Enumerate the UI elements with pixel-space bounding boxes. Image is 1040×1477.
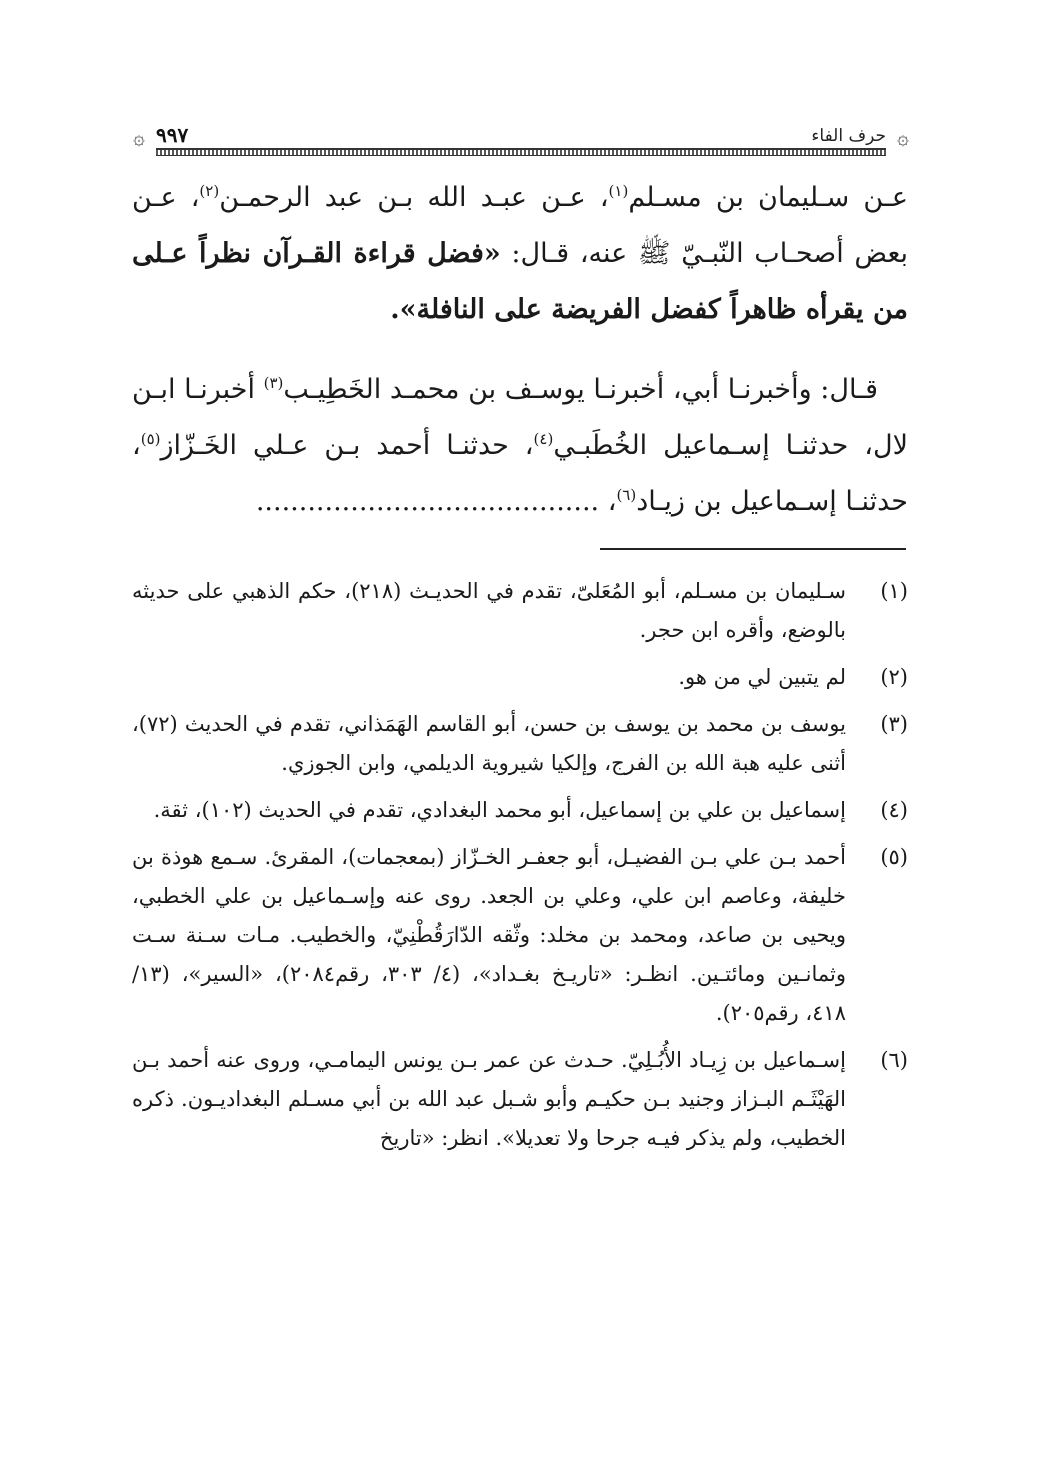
footnote-item bbox=[132, 1041, 908, 1158]
footnote-text: إسماعيل بن علي بن إسماعيل، أبو محمد البغدادي، تقدم في الحديث (١٠٢)، ثقة. bbox=[153, 798, 846, 822]
footnote-number: (٢) bbox=[880, 665, 908, 689]
footnote-item bbox=[132, 572, 908, 650]
text-run: ، حدثنـا أحمد بـن عـلي الخَـزّاز bbox=[160, 430, 534, 461]
text-run: قـال: وأخبرنـا أبي، أخبرنـا يوسـف بن محمـد الخَطِيـب bbox=[283, 374, 878, 405]
page-number: ٩٩٧ bbox=[156, 123, 189, 147]
hadith-text: «فضل قراءة القـرآن نظراً عـلى من يقرأه ظاهراً كفضل الفريضة على النافلة». bbox=[132, 238, 908, 325]
header-rule bbox=[156, 148, 886, 156]
footnote-ref[interactable]: (٦) bbox=[616, 486, 637, 504]
footnote-item bbox=[132, 791, 908, 830]
footnote-item bbox=[132, 658, 908, 697]
footnote-ref[interactable]: (٥) bbox=[140, 430, 161, 448]
footnote-ref[interactable]: (٤) bbox=[533, 430, 554, 448]
text-run: ، bbox=[599, 486, 617, 517]
isnad-paragraph bbox=[132, 362, 908, 530]
footnote-ref[interactable]: (٣) bbox=[263, 374, 284, 392]
footnote-number: (١) bbox=[880, 579, 908, 603]
ornament-right-icon: ۞ bbox=[897, 125, 909, 149]
footnote-number: (٦) bbox=[880, 1048, 908, 1072]
footnote-number: (٤) bbox=[880, 798, 908, 822]
ornament-left-icon: ۞ bbox=[133, 125, 145, 149]
text-run: أخبرنـا ابـن لال، حدثنـا إسـماعيل الخُطَبـي bbox=[132, 374, 908, 461]
footnote-text: أحمد بـن علي بـن الفضيـل، أبو جعفـر الخـزّاز (بمعجمات)، المقرئ. سـمع هوذة بن خليفة، وعاصم ابن علي، وعلي بن الجعد. روى عنه وإسـماعيل بن علي الخطبي، ويحيى بن صاعد، ومحمد بن مخلد: وثّقه الدّارَقُطْنِيّ، والخطيب. مـات سـنة سـت وثمانـين ومائتـين. انظـر: «تاريـخ بغـداد»، (٤/ ٣٠٣، رقم٢٠٨٤)، «السير»، (١٣/ ٤١٨، رقم٢٠٥). bbox=[132, 845, 846, 1025]
text-run: ، عـن بعض أصحـاب النّبـيّ ﷺ عنه، قـال: bbox=[132, 182, 908, 269]
chapter-title: حرف الفاء bbox=[811, 126, 886, 146]
footnote-ref[interactable]: (٢) bbox=[199, 182, 220, 200]
footnote-text: يوسف بن محمد بن يوسف بن حسن، أبو القاسم الهَمَذاني، تقدم في الحديث (٧٢)، أثنى عليه هبة الله بن الفرج، وإلكيا شيروية الديلمي، وابن الجوزي. bbox=[132, 712, 846, 775]
footnote-number: (٣) bbox=[880, 712, 908, 736]
footnote-text: سـليمان بن مسـلم، أبو المُعَلىّ، تقدم في الحديـث (٢١٨)، حكم الذهبي على حديثه بالوضع، وأقره ابن حجر. bbox=[132, 579, 847, 642]
text-run: ، عـن عبـد الله بـن عبد الرحمـن bbox=[219, 182, 609, 213]
footnote-ref[interactable]: (١) bbox=[608, 182, 629, 200]
page-header bbox=[126, 118, 916, 158]
footnote-item bbox=[132, 838, 908, 1033]
footnote-separator bbox=[600, 548, 906, 550]
footnotes bbox=[132, 572, 908, 1166]
footnote-number: (٥) bbox=[880, 845, 908, 869]
hadith-paragraph bbox=[132, 170, 908, 338]
continuation-dots: ........................................ bbox=[255, 486, 600, 517]
footnote-item bbox=[132, 705, 908, 783]
footnote-text: لم يتبين لي من هو. bbox=[678, 665, 846, 689]
main-text bbox=[132, 170, 908, 530]
footnote-text: إسـماعيل بن زِيـاد الأُبُـلِيّ. حـدث عن عمر بـن يونس اليمامـي، وروى عنه أحمد بـن الهَيْثَـم البـزاز وجنيد بـن حكيـم وأبو شـبل عبد الله بن أبي مسـلم البغداديـون. ذكره الخطيب، ولم يذكر فيـه جرحا ولا تعديلا». انظر: «تاريخ bbox=[132, 1048, 846, 1150]
text-run: ، حدثنـا إسـماعيل بن زيـاد bbox=[132, 430, 908, 517]
text-run: عـن سـليمان بن مسـلم bbox=[628, 182, 909, 213]
